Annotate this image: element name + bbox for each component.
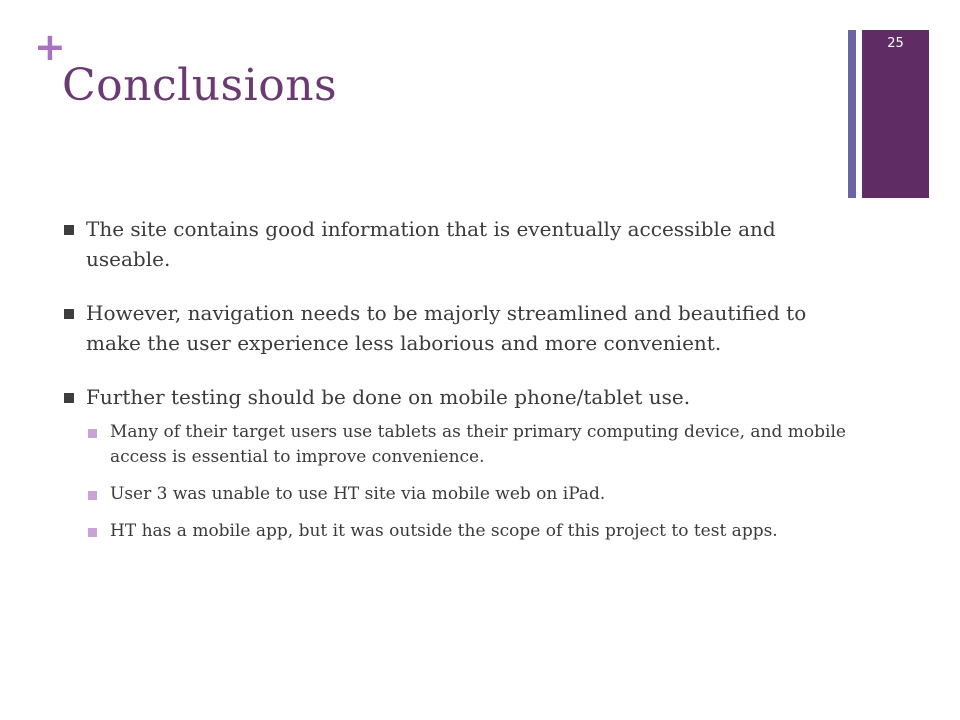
- page-number: 25: [887, 36, 904, 51]
- sub-square-bullet-icon: [88, 429, 97, 438]
- bullet-item: [64, 214, 864, 274]
- sub-bullet-text: HT has a mobile app, but it was outside the scope of this project to test apps.: [110, 521, 778, 541]
- accent-bar-thin: [848, 30, 856, 198]
- sub-bullet-text: Many of their target users use tablets as their primary computing device, and mobile access is essential to improve convenience.: [110, 422, 846, 467]
- sub-bullet-text: User 3 was unable to use HT site via mobile web on iPad.: [110, 484, 606, 504]
- bullet-list: [64, 214, 864, 544]
- bullet-item: [64, 382, 864, 544]
- sub-bullet-item: [86, 482, 864, 507]
- sub-bullet-list: [86, 420, 864, 544]
- bullet-item: [64, 298, 864, 358]
- plus-mark-icon: +: [34, 25, 66, 69]
- sub-bullet-item: [86, 519, 864, 544]
- square-bullet-icon: [64, 393, 74, 403]
- sub-bullet-item: [86, 420, 864, 470]
- sub-square-bullet-icon: [88, 528, 97, 537]
- bullet-text: Further testing should be done on mobile phone/tablet use.: [86, 385, 691, 409]
- bullet-text: However, navigation needs to be majorly streamlined and beautified to make the user experience less laborious and more convenient.: [86, 301, 807, 355]
- accent-bar-thick: [862, 30, 929, 198]
- sub-square-bullet-icon: [88, 491, 97, 500]
- square-bullet-icon: [64, 309, 74, 319]
- square-bullet-icon: [64, 225, 74, 235]
- slide-title: Conclusions: [62, 60, 338, 111]
- bullet-text: The site contains good information that is eventually accessible and useable.: [86, 217, 776, 271]
